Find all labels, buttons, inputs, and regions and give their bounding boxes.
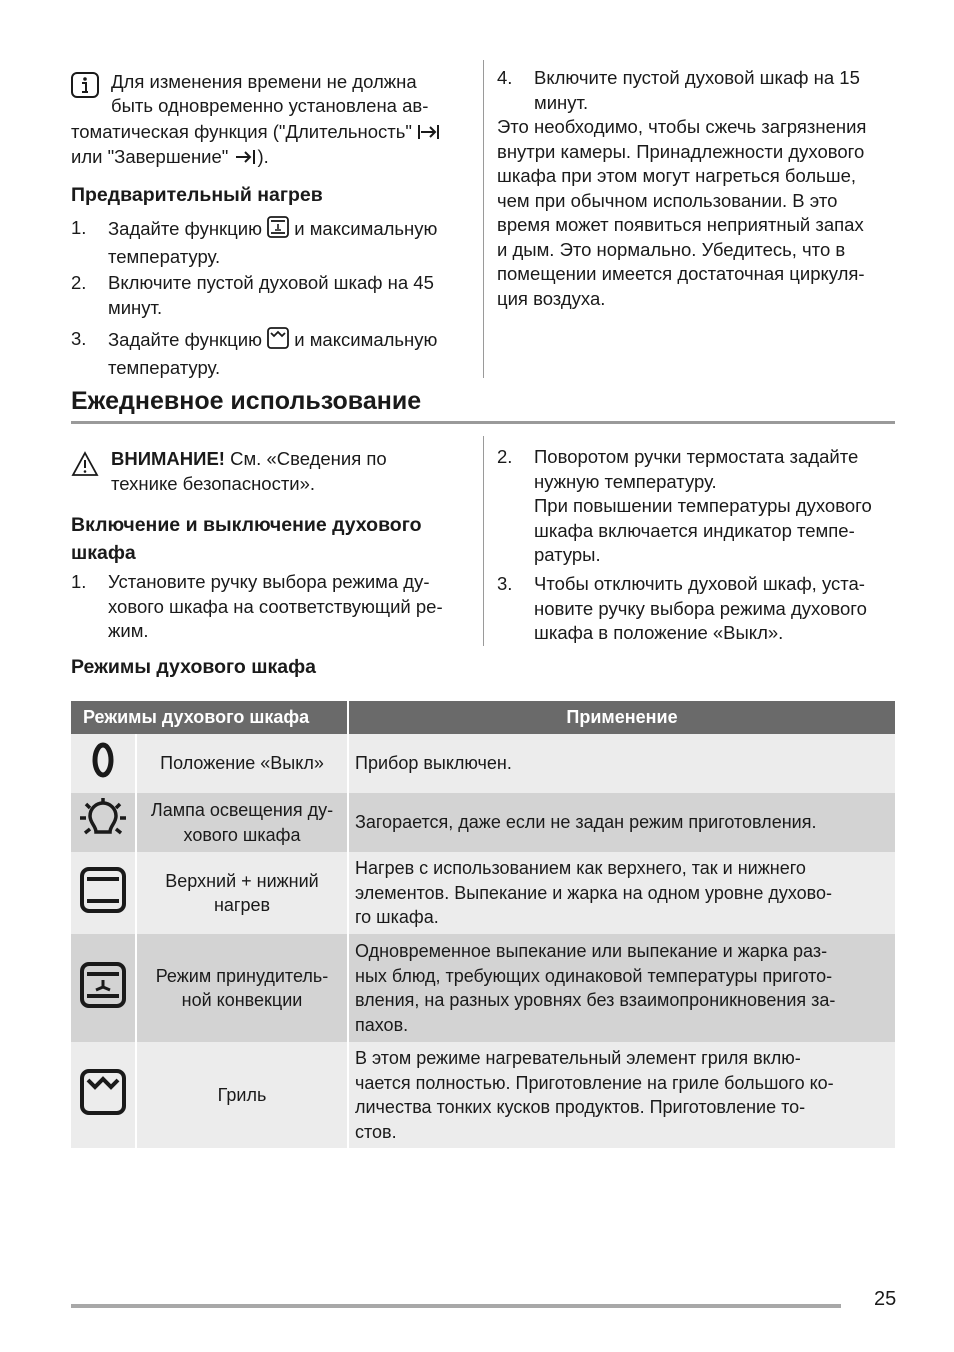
fan-convection-icon: [267, 216, 289, 245]
mode-name: Лампа освещения ду- хового шкафа: [136, 793, 348, 852]
warning-icon: [71, 451, 99, 484]
mode-name: Режим принудитель- ной конвекции: [136, 934, 348, 1042]
mode-description: Загорается, даже если не задан режим приготовления.: [348, 793, 895, 852]
page-number: 25: [874, 1288, 897, 1310]
section-rule: [71, 421, 895, 424]
mode-description: В этом режиме нагревательный элемент гриля вклю- чается полностью. Приготовление на гриле большого ко- личества тонких кусков продуктов. Приготовление то- стов.: [348, 1042, 895, 1148]
info-icon: [71, 72, 99, 105]
fan-convection-icon: [71, 934, 136, 1042]
end-time-icon: [234, 148, 258, 173]
mode-description: Одновременное выпекание или выпекание и жарка раз- ных блюд, требующих одинаковой температуры пригото- вления, на разных уровнях без взаимопроникновения за- пахов.: [348, 934, 895, 1042]
preheat-heading: Предварительный нагрев: [71, 184, 323, 206]
note-line-3: томатическая функция ("Длительность": [71, 120, 441, 148]
warning-line-1: ВНИМАНИЕ! См. «Сведения по: [111, 448, 387, 469]
header-modes: Режимы духового шкафа: [71, 701, 348, 734]
grill-icon: [267, 327, 289, 356]
table-row: [71, 793, 895, 852]
duration-icon: [417, 123, 441, 148]
mode-name: Положение «Выкл»: [136, 734, 348, 793]
table-row: [71, 852, 895, 934]
lamp-icon: [71, 793, 136, 852]
onoff-heading: Включение и выключение духового шкафа: [71, 514, 422, 564]
note-line-2: быть одновременно установлена ав-: [111, 95, 429, 116]
table-row: [71, 1042, 895, 1148]
mode-description: Прибор выключен.: [348, 734, 895, 793]
mode-description: Нагрев с использованием как верхнего, так и нижнего элементов. Выпекание и жарка на одном уровне духово- го шкафа.: [348, 852, 895, 934]
table-row: [71, 734, 895, 793]
column-divider-lower: [483, 436, 484, 646]
zero-position-icon: [71, 734, 136, 793]
modes-heading: Режимы духового шкафа: [71, 656, 316, 678]
table-row: [71, 934, 895, 1042]
column-divider: [483, 60, 484, 378]
mode-name: Верхний + нижний нагрев: [136, 852, 348, 934]
note-line-4: или "Завершение" ).: [71, 145, 269, 173]
preheat-explanation: Это необходимо, чтобы сжечь загрязнения внутри камеры. Принадлежности духового шкафа при этом могут нагреться больше, чем при обычном использовании. В это время может появиться неприятный запах и дым. Это нормально. Убедитесь, что в помещении имеется достаточная циркуля- ция воздуха.: [497, 116, 867, 309]
section-title: Ежедневное использование: [71, 387, 422, 415]
footer-rule: [71, 1304, 841, 1308]
top-bottom-heat-icon: [71, 852, 136, 934]
table-header-row: [71, 701, 895, 734]
grill-icon: [71, 1042, 136, 1148]
header-application: Применение: [348, 701, 895, 734]
oven-modes-table: [71, 701, 895, 1148]
warning-line-2: технике безопасности».: [111, 473, 316, 494]
note-line-1: Для изменения времени не должна: [111, 71, 417, 92]
mode-name: Гриль: [136, 1042, 348, 1148]
